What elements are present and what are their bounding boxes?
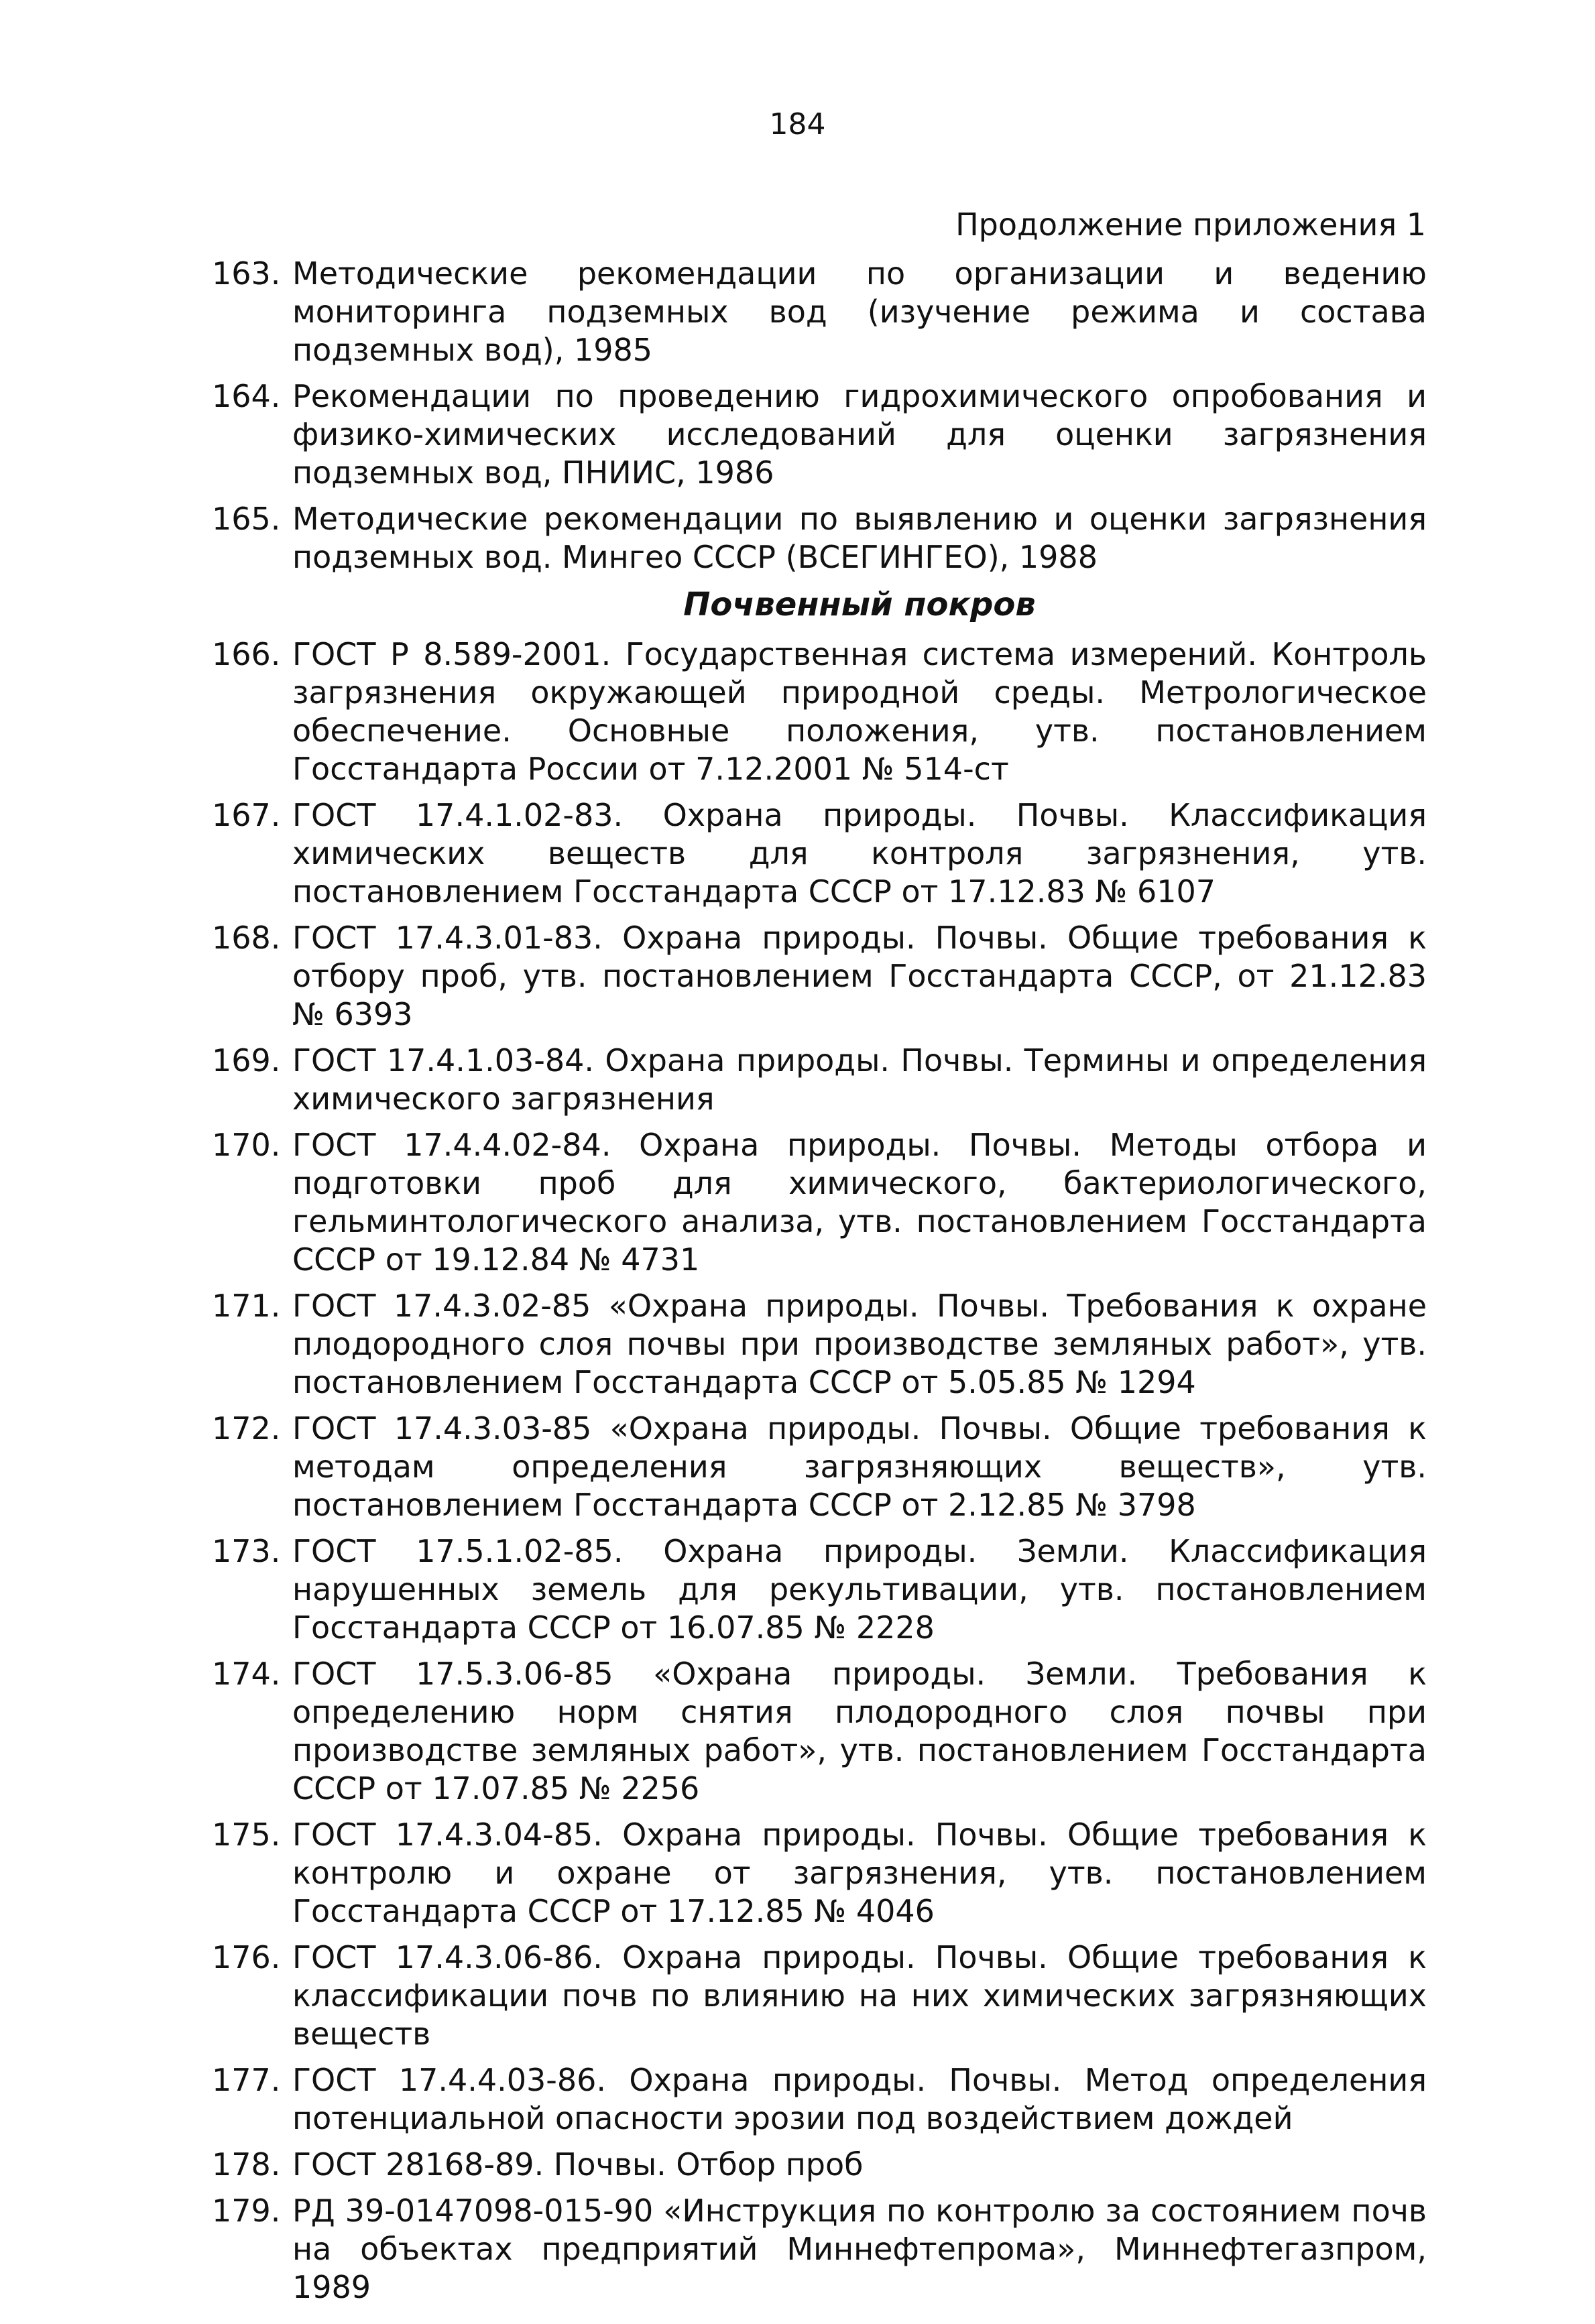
list-item-number: 169. <box>212 1042 281 1079</box>
list-item-number: 179. <box>212 2193 281 2229</box>
list-item-number: 172. <box>212 1410 281 1447</box>
continuation-label: Продолжение приложения 1 <box>955 206 1426 243</box>
list-item-number: 176. <box>212 1939 281 1975</box>
list-item-text: Методические рекомендации по организации и ведению мониторинга подземных вод (изучение режима и состава подземных вод), 1985 <box>292 255 1427 368</box>
list-item-text: ГОСТ 17.4.3.02-85 «Охрана природы. Почвы. Требования к охране плодородного слоя почвы при производстве земляных работ», утв. постановлением Госстандарта СССР от 5.05.85 № 1294 <box>292 1288 1427 1400</box>
reference-group-soil <box>212 635 1427 2307</box>
list-item-text: ГОСТ 28168-89. Почвы. Отбор проб <box>292 2146 864 2183</box>
list-item <box>212 1939 1427 2053</box>
list-item <box>212 919 1427 1034</box>
page-number: 184 <box>769 107 826 141</box>
list-item-number: 168. <box>212 920 281 956</box>
list-item-number: 165. <box>212 501 281 537</box>
list-item <box>212 1287 1427 1402</box>
list-item-number: 174. <box>212 1656 281 1692</box>
list-item-text: Методические рекомендации по выявлению и оценки загрязнения подземных вод. Мингео СССР (ВСЕГИНГЕО), 1988 <box>292 501 1427 575</box>
list-item <box>212 1655 1427 1808</box>
list-item-text: ГОСТ 17.4.3.03-85 «Охрана природы. Почвы. Общие требования к методам определения загрязняющих веществ», утв. постановлением Госстандарта СССР от 2.12.85 № 3798 <box>292 1410 1427 1523</box>
list-item <box>212 1126 1427 1279</box>
list-item-text: РД 39-0147098-015-90 «Инструкция по контролю за состоянием почв на объектах предприятий Миннефтепрома», Миннефтегазпром, 1989 <box>292 2193 1427 2305</box>
list-item-number: 167. <box>212 797 281 833</box>
reference-group-groundwater <box>212 255 1427 576</box>
list-item <box>212 500 1427 576</box>
list-item-text: ГОСТ 17.4.4.03-86. Охрана природы. Почвы. Метод определения потенциальной опасности эрозии под воздействием дождей <box>292 2062 1427 2136</box>
list-item-number: 175. <box>212 1817 281 1853</box>
list-item-text: ГОСТ 17.4.4.02-84. Охрана природы. Почвы. Методы отбора и подготовки проб для химического, бактериологического, гельминтологического анализа, утв. постановлением Госстандарта СССР от 19.12.84 № 4731 <box>292 1127 1427 1278</box>
list-item-text: ГОСТ 17.5.1.02-85. Охрана природы. Земли. Классификация нарушенных земель для рекультивации, утв. постановлением Госстандарта СССР от 16.07.85 № 2228 <box>292 1533 1427 1646</box>
reference-list <box>212 255 1427 2315</box>
list-item-number: 166. <box>212 636 281 672</box>
list-item-text: Рекомендации по проведению гидрохимического опробования и физико-химических исследований для оценки загрязнения подземных вод, ПНИИС, 1986 <box>292 378 1427 491</box>
list-item-text: ГОСТ Р 8.589-2001. Государственная система измерений. Контроль загрязнения окружающей природной среды. Метрологическое обеспечение. Основные положения, утв. постановлением Госстандарта России от 7.12.2001 № 514-ст <box>292 636 1427 787</box>
list-item-number: 177. <box>212 2062 281 2098</box>
list-item-number: 171. <box>212 1288 281 1324</box>
list-item <box>212 1410 1427 1524</box>
list-item <box>212 2146 1427 2184</box>
list-item <box>212 2192 1427 2307</box>
list-item-text: ГОСТ 17.4.1.02-83. Охрана природы. Почвы. Классификация химических веществ для контроля загрязнения, утв. постановлением Госстандарта СССР от 17.12.83 № 6107 <box>292 797 1427 910</box>
list-item-text: ГОСТ 17.4.1.03-84. Охрана природы. Почвы. Термины и определения химического загрязнения <box>292 1042 1427 1117</box>
list-item <box>212 1042 1427 1118</box>
list-item-number: 178. <box>212 2146 281 2183</box>
list-item <box>212 377 1427 492</box>
list-item <box>212 635 1427 788</box>
list-item-number: 173. <box>212 1533 281 1569</box>
list-item-number: 163. <box>212 255 281 292</box>
list-item <box>212 1532 1427 1647</box>
list-item-text: ГОСТ 17.4.3.01-83. Охрана природы. Почвы. Общие требования к отбору проб, утв. постановлением Госстандарта СССР, от 21.12.83 № 6393 <box>292 920 1427 1032</box>
list-item <box>212 796 1427 911</box>
list-item <box>212 1816 1427 1931</box>
list-item-number: 164. <box>212 378 281 414</box>
list-item-text: ГОСТ 17.4.3.04-85. Охрана природы. Почвы. Общие требования к контролю и охране от загрязнения, утв. постановлением Госстандарта СССР от 17.12.85 № 4046 <box>292 1817 1427 1929</box>
section-heading: Почвенный покров <box>683 586 1036 623</box>
list-item-number: 170. <box>212 1127 281 1163</box>
list-item-text: ГОСТ 17.4.3.06-86. Охрана природы. Почвы. Общие требования к классификации почв по влиянию на них химических загрязняющих веществ <box>292 1939 1427 2052</box>
list-item-text: ГОСТ 17.5.3.06-85 «Охрана природы. Земли. Требования к определению норм снятия плодородного слоя почвы при производстве земляных работ», утв. постановлением Госстандарта СССР от 17.07.85 № 2256 <box>292 1656 1427 1807</box>
list-item <box>212 255 1427 369</box>
list-item <box>212 2061 1427 2138</box>
